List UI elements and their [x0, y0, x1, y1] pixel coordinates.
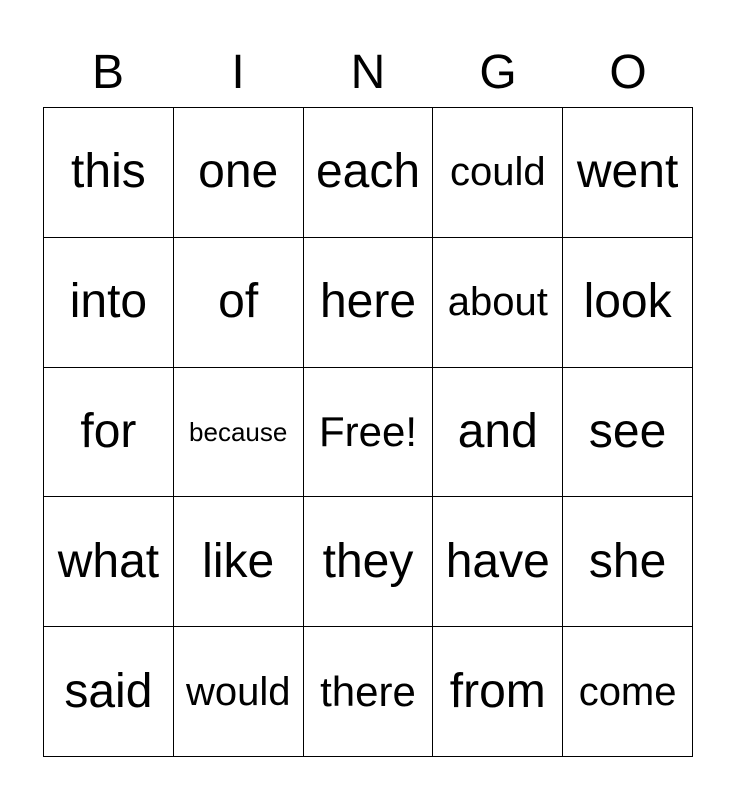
bingo-cell-r1-c2[interactable]: here — [304, 238, 434, 368]
bingo-board — [43, 107, 693, 757]
bingo-cell-r3-c1[interactable]: like — [174, 497, 304, 627]
bingo-cell-r1-c0[interactable]: into — [44, 238, 174, 368]
bingo-cell-r4-c1[interactable]: would — [174, 627, 304, 757]
bingo-cell-r0-c2[interactable]: each — [304, 108, 434, 238]
bingo-cell-r3-c2[interactable]: they — [304, 497, 434, 627]
bingo-header — [43, 40, 693, 106]
header-letter-i: I — [231, 46, 245, 99]
bingo-cell-r2-c4[interactable]: see — [563, 368, 693, 498]
bingo-cell-r1-c3[interactable]: about — [433, 238, 563, 368]
bingo-cell-r4-c0[interactable]: said — [44, 627, 174, 757]
bingo-cell-r4-c4[interactable]: come — [563, 627, 693, 757]
bingo-cell-r4-c2[interactable]: there — [304, 627, 434, 757]
bingo-cell-r3-c3[interactable]: have — [433, 497, 563, 627]
bingo-cell-r0-c4[interactable]: went — [563, 108, 693, 238]
bingo-cell-r3-c4[interactable]: she — [563, 497, 693, 627]
header-letter-o: O — [609, 46, 647, 99]
bingo-cell-r1-c1[interactable]: of — [174, 238, 304, 368]
header-letter-n: N — [350, 46, 386, 99]
bingo-cell-r4-c3[interactable]: from — [433, 627, 563, 757]
bingo-cell-r0-c1[interactable]: one — [174, 108, 304, 238]
bingo-cell-r0-c0[interactable]: this — [44, 108, 174, 238]
bingo-cell-r0-c3[interactable]: could — [433, 108, 563, 238]
free-space-cell[interactable]: Free! — [304, 368, 434, 498]
bingo-cell-r2-c1[interactable]: because — [174, 368, 304, 498]
bingo-cell-r3-c0[interactable]: what — [44, 497, 174, 627]
bingo-cell-r2-c0[interactable]: for — [44, 368, 174, 498]
bingo-cell-r2-c3[interactable]: and — [433, 368, 563, 498]
header-letter-b: B — [91, 46, 124, 99]
header-letter-g: G — [479, 46, 517, 99]
bingo-cell-r1-c4[interactable]: look — [563, 238, 693, 368]
